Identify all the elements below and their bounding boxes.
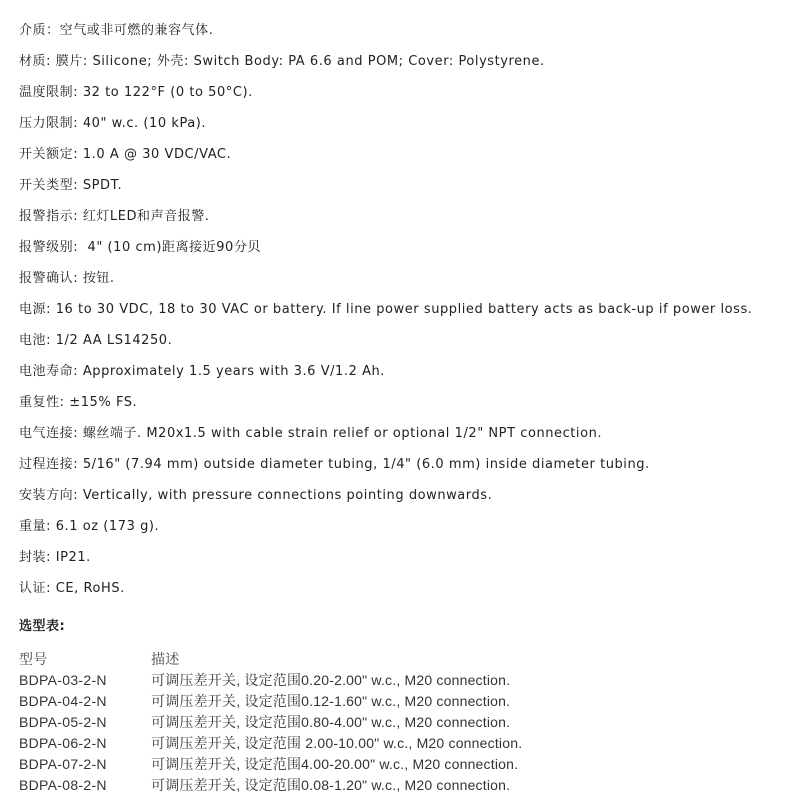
spec-power — [19, 299, 795, 330]
spec-value: IP21. — [55, 550, 91, 565]
spec-label: 报警确认 — [19, 271, 74, 286]
selection-table-title: 选型表: — [19, 619, 66, 634]
spec-value: 6.1 oz (173 g). — [55, 519, 160, 534]
spec-value: 32 to 122°F (0 to 50°C). — [82, 85, 253, 100]
spec-label: 封装 — [19, 550, 47, 565]
spec-value: 16 to 30 VDC, 18 to 30 VAC or battery. If line power supplied battery acts as back-up if power loss. — [55, 302, 753, 317]
spec-value: 40" w.c. (10 kPa). — [82, 116, 207, 131]
spec-switch-rating — [19, 144, 795, 175]
spec-battery-life — [19, 361, 795, 392]
spec-value: 1.0 A @ 30 VDC/VAC. — [82, 147, 232, 162]
model-description: 可调压差开关, 设定范围0.80-4.00" w.c., M20 connection. — [151, 714, 511, 730]
spec-separator: : — [46, 550, 56, 565]
model-number: BDPA-08-2-N — [19, 777, 107, 793]
spec-label: 压力限制 — [19, 116, 74, 131]
spec-value: 膜片: Silicone; 外壳: Switch Body: PA 6.6 and POM; Cover: Polystyrene. — [55, 54, 545, 69]
table-header — [19, 649, 789, 670]
spec-alarm-acknowledge — [19, 268, 795, 299]
spec-separator: : — [46, 519, 56, 534]
column-header-model: 型号 — [19, 651, 48, 667]
model-number: BDPA-05-2-N — [19, 714, 107, 730]
column-header-description: 描述 — [151, 651, 180, 667]
model-description: 可调压差开关, 设定范围4.00-20.00" w.c., M20 connection. — [151, 756, 519, 772]
table-row — [19, 712, 789, 733]
spec-label: 报警级别 — [19, 240, 74, 255]
spec-separator: : — [73, 85, 83, 100]
spec-certification — [19, 578, 795, 609]
spec-value: 4" (10 cm)距离接近90分贝 — [87, 240, 261, 255]
spec-value: 5/16" (7.94 mm) outside diameter tubing, 1/4" (6.0 mm) inside diameter tubing. — [82, 457, 650, 472]
spec-label: 安装方向 — [19, 488, 74, 503]
spec-label: 过程连接 — [19, 457, 74, 472]
spec-separator: : — [73, 488, 83, 503]
spec-label: 重复性 — [19, 395, 60, 410]
spec-separator: : — [46, 54, 56, 69]
spec-label: 电气连接 — [19, 426, 74, 441]
selection-table — [19, 649, 789, 796]
table-row — [19, 733, 789, 754]
model-description: 可调压差开关, 设定范围 2.00-10.00" w.c., M20 connection. — [151, 735, 523, 751]
spec-value: CE, RoHS. — [55, 581, 125, 596]
spec-pressure-limit — [19, 113, 795, 144]
spec-separator: ： — [46, 23, 60, 38]
spec-separator: : — [46, 581, 56, 596]
spec-label: 重量 — [19, 519, 47, 534]
spec-label: 开关类型 — [19, 178, 74, 193]
spec-label: 电源 — [19, 302, 47, 317]
spec-material — [19, 51, 795, 82]
table-row — [19, 775, 789, 796]
spec-electrical-connection — [19, 423, 795, 454]
spec-separator: : — [73, 147, 83, 162]
spec-repeatability — [19, 392, 795, 423]
table-row — [19, 691, 789, 712]
spec-separator: : — [46, 333, 56, 348]
spec-weight — [19, 516, 795, 547]
spec-value: 1/2 AA LS14250. — [55, 333, 173, 348]
spec-label: 电池寿命 — [19, 364, 74, 379]
spec-value: ±15% FS. — [69, 395, 138, 410]
spec-label: 介质 — [19, 23, 47, 38]
spec-separator: : — [73, 178, 83, 193]
spec-enclosure — [19, 547, 795, 578]
model-description: 可调压差开关, 设定范围0.12-1.60" w.c., M20 connection. — [151, 693, 511, 709]
spec-switch-type — [19, 175, 795, 206]
spec-value: 螺丝端子. M20x1.5 with cable strain relief or optional 1/2" NPT connection. — [82, 426, 603, 441]
spec-value: 按钮. — [82, 271, 115, 286]
spec-value: SPDT. — [82, 178, 123, 193]
spec-label: 认证 — [19, 581, 47, 596]
spec-label: 温度限制 — [19, 85, 74, 100]
spec-separator: : — [73, 240, 88, 255]
spec-label: 电池 — [19, 333, 47, 348]
spec-separator: : — [73, 457, 83, 472]
model-description: 可调压差开关, 设定范围0.08-1.20" w.c., M20 connection. — [151, 777, 511, 793]
spec-separator: : — [59, 395, 70, 410]
spec-label: 开关额定 — [19, 147, 74, 162]
model-description: 可调压差开关, 设定范围0.20-2.00" w.c., M20 connection. — [151, 672, 511, 688]
table-row — [19, 754, 789, 775]
spec-separator: : — [73, 116, 83, 131]
model-number: BDPA-06-2-N — [19, 735, 107, 751]
model-number: BDPA-04-2-N — [19, 693, 107, 709]
spec-label: 报警指示 — [19, 209, 74, 224]
spec-separator: : — [73, 271, 83, 286]
spec-process-connection — [19, 454, 795, 485]
model-number: BDPA-07-2-N — [19, 756, 107, 772]
spec-separator: : — [46, 302, 56, 317]
spec-separator: : — [73, 364, 83, 379]
spec-value: 空气或非可燃的兼容气体. — [59, 23, 214, 38]
spec-temperature-limit — [19, 82, 795, 113]
spec-alarm-indication — [19, 206, 795, 237]
spec-battery — [19, 330, 795, 361]
table-row — [19, 670, 789, 691]
spec-list — [19, 20, 795, 609]
spec-mounting-orientation — [19, 485, 795, 516]
spec-alarm-level — [19, 237, 795, 268]
spec-value: Approximately 1.5 years with 3.6 V/1.2 Ah. — [82, 364, 385, 379]
spec-value: 红灯LED和声音报警. — [82, 209, 210, 224]
spec-label: 材质 — [19, 54, 47, 69]
spec-medium — [19, 20, 795, 51]
spec-separator: : — [73, 426, 83, 441]
spec-value: Vertically, with pressure connections pointing downwards. — [82, 488, 493, 503]
spec-separator: : — [73, 209, 83, 224]
model-number: BDPA-03-2-N — [19, 672, 107, 688]
